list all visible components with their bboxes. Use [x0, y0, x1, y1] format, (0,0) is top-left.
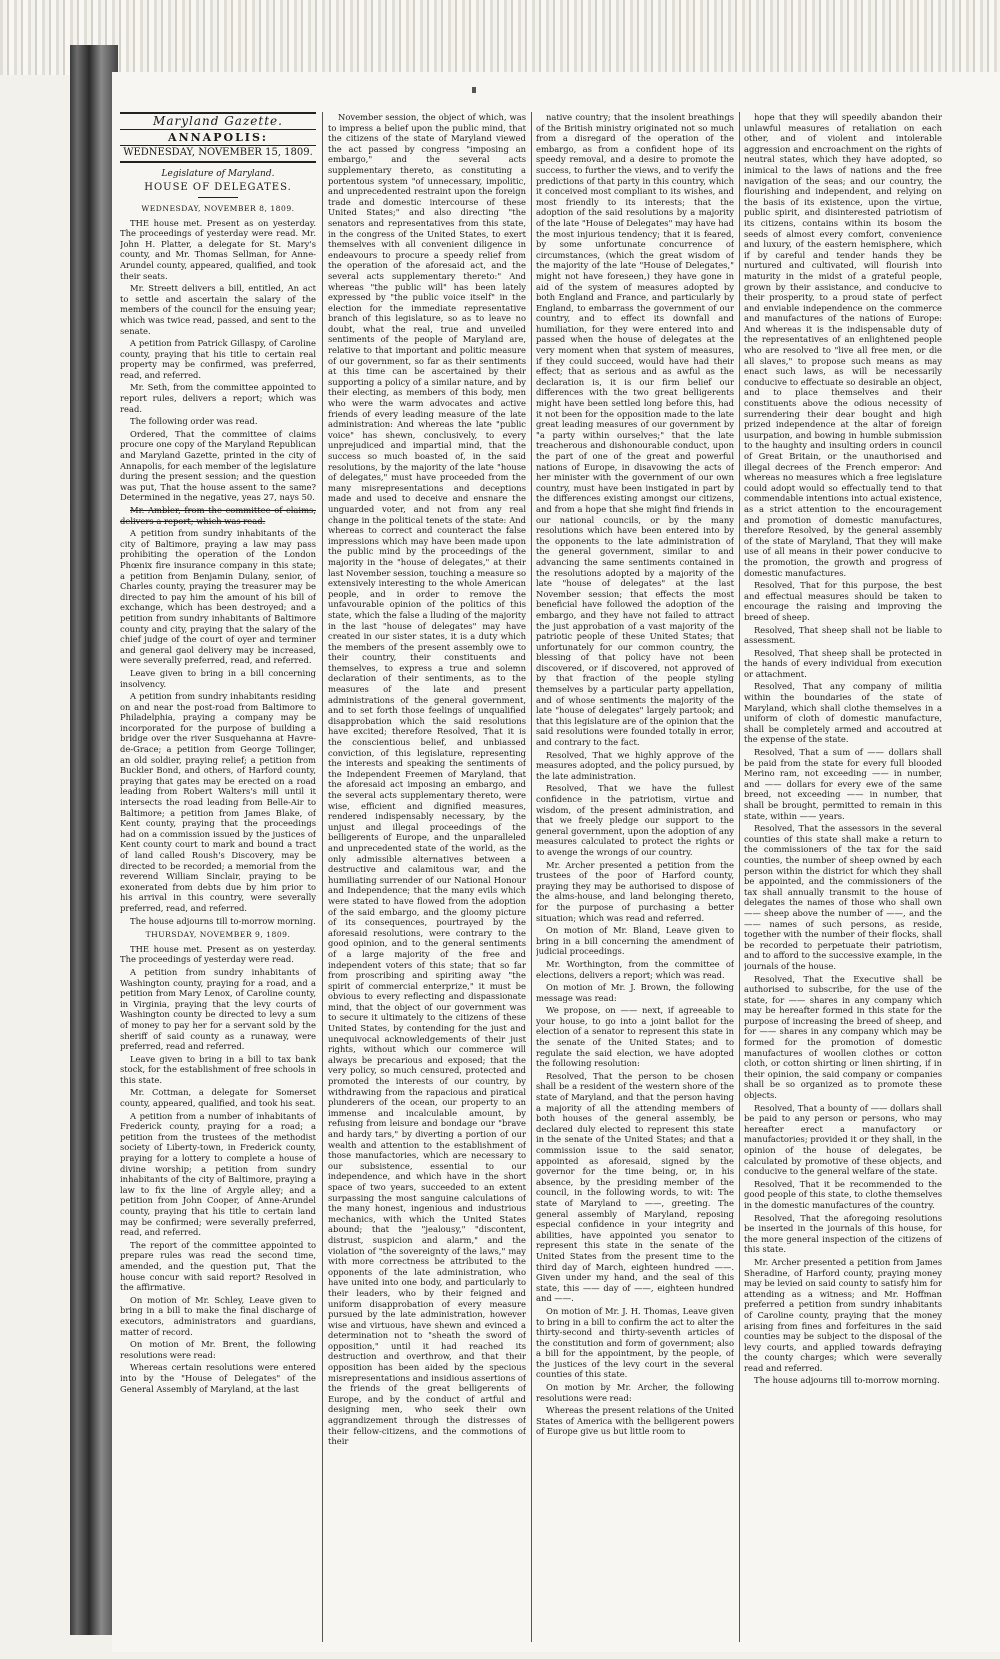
- column-4: [744, 112, 942, 1642]
- paragraph: Mr. Cottman, a delegate for Somerset county, appeared, qualified, and took his seat.: [120, 1087, 316, 1109]
- paragraph: Whereas the present relations of the United States of America with the belligerent powers of Europe give us but little room to: [536, 1405, 734, 1437]
- paragraph: Mr. Archer presented a petition from the trustees of the poor of Harford county, praying they may be authorised to dispose of the alms-house, and land belonging thereto, for the purpose of purchasing a better situation; which was read and referred.: [536, 859, 734, 923]
- paragraph: Ordered, That the committee of claims procure one copy of the Maryland Republican and Maryland Gazette, printed in the city of Annapolis, for each member of the legislature during the present session; and the question was put, That the house assent to the same? Determined in the negative, yeas 27, nays 50.: [120, 428, 316, 503]
- masthead-city: ANNAPOLIS:: [168, 130, 268, 144]
- paragraph: native country; that the insolent breathings of the British ministry originated not so much from a disregard of the operation of the embargo, as from a confident hope of its speedy removal, and a desire to promote the success, to further the views, and to verify the predictions of that party in this country, which it conceived most compliant to its wishes, and most friendly to its interests; that the adoption of the said resolutions by a majority of the late "House of Delegates" may have had the most injurious tendency; that it is feared, by some unfortunate concurrence of circumstances, (which the great wisdom of the majority of the late "House of Delegates," might not have foreseen,) they have gone in aid of the system of measures adopted by both England and France, and particularly by England, to embarrass the government of our country, and to effect its downfall and humiliation, for they were entered into and passed when the house of delegates at the very moment when that system of measures, if they could succeed, would have had their effect; that as serious and as awful as the declaration is, it is our firm belief our differences with the two great belligerents might have been settled long before this, had it not been for the opposition made to the late great leading measures of our government by "a party within ourselves;" that the late treacherous and dishonourable conduct, upon the part of one of the great and powerful nations of Europe, in disavowing the acts of her minister with the government of our own country, must have been instigated in part by the differences existing amongst our citizens, and from a hope that she might find friends in our national councils, or by the many resolutions which have been entered into by the opponents to the late administration of the general government, similar to and advancing the same sentiments contained in the resolutions adopted by a majority of the late "house of delegates" at the last November session; that effects the most beneficial have followed the adoption of the embargo, and they have not failed to attract the just approbation of a vast majority of the patriotic people of these United States; that unfortunately for our common country, the blessing of that policy have not been discovered, or if discovered, not approved of by that fraction of the people styling themselves by a particular party appellation, and of whose sentiments the majority of the late "house of delegates" largely partook; and that this legislature are of the opinion that the said resolutions were founded totally in error, and contrary to the fact.: [536, 112, 734, 748]
- paragraph: Resolved, That for this purpose, the best and effectual measures should be taken to encourage the raising and improving the breed of sheep.: [744, 580, 942, 622]
- paragraph: Mr. Streett delivers a bill, entitled, An act to settle and ascertain the salary of the members of the council for the ensuing year; which was twice read, passed, and sent to the senate.: [120, 283, 316, 336]
- paragraph: We propose, on —— next, if agreeable to your house, to go into a joint ballot for the election of a senator to represent this state in the senate of the United States; and to regulate the said election, we have adopted the following resolution:: [536, 1005, 734, 1069]
- column-rule: [739, 112, 740, 1642]
- paragraph: On motion by Mr. Archer, the following resolutions were read:: [536, 1382, 734, 1403]
- paragraph: Resolved, That the aforegoing resolutions be inserted in the journals of this house, for the more general inspection of the citizens of this state.: [744, 1212, 942, 1255]
- paragraph: Resolved, That sheep shall not be liable to assessment.: [744, 624, 942, 646]
- column-3: [536, 112, 734, 1642]
- paragraph: THE house met. Present as on yesterday. The proceedings of yesterday were read.: [120, 943, 316, 965]
- column-2: [328, 112, 526, 1642]
- paragraph: Whereas certain resolutions were entered into by the "House of Delegates" of the General Assembly of Maryland, at the last: [120, 1362, 316, 1394]
- paragraph: The house adjourns till to-morrow morning.: [130, 915, 316, 926]
- paragraph: The report of the committee appointed to prepare rules was read the second time, amended, and the question put, That the house concur with said report? Resolved in the affirmative.: [120, 1239, 316, 1293]
- paragraph-group: [536, 112, 734, 1437]
- paragraph: On motion of Mr. Bland, Leave given to bring in a bill concerning the amendment of judicial proceedings.: [536, 925, 734, 957]
- paragraph-group: [328, 112, 526, 1447]
- paragraph: Resolved, That a sum of —— dollars shall be paid from the state for every full blooded Merino ram, not exceeding —— in number, and —— dollars for every ewe of the same breed, not exceeding —— in number, that shall be brought, permitted to remain in this state, within —— years.: [744, 747, 942, 821]
- binding-spine: [70, 45, 118, 1635]
- paragraph: Resolved, That sheep shall be protected in the hands of every individual from execution or attachment.: [744, 647, 942, 679]
- column-rule: [322, 112, 323, 1642]
- masthead-date: WEDNESDAY, NOVEMBER 15, 1809.: [120, 145, 316, 163]
- day-heading: WEDNESDAY, NOVEMBER 8, 1809.: [141, 203, 295, 213]
- paragraph: A petition from sundry inhabitants of Washington county, praying for a road, and a petition from Mary Lenox, of Caroline county, in Virginia, praying that the levy courts of Washington county be directed to levy a sum of money to pay her for a servant sold by the sheriff of said county as a runaway, were preferred, read and referred.: [120, 966, 316, 1052]
- paragraph: Resolved, That we highly approve of the measures adopted, and the policy pursued, by the late administration.: [536, 749, 734, 781]
- paragraph-group: [744, 112, 942, 1386]
- paragraph: THE house met. Present as on yesterday. The proceedings of yesterday were read. Mr. John H. Platter, a delegate for St. Mary's county, and Mr. Thomas Sellman, for Anne-Arundel county, appeared, qualified, and took their seats.: [120, 217, 316, 281]
- paragraph: Mr. Seth, from the committee appointed to report rules, delivers a report; which was read.: [120, 382, 316, 414]
- paragraph: Resolved, That a bounty of —— dollars shall be paid to any person or persons, who may hereafter erect a manufactory or manufactories; provided it or they shall, in the opinion of the house of delegates, be calculated by promotive of these objects, and conducive to the general welfare of the state.: [744, 1102, 942, 1177]
- paragraph: November session, the object of which, was to impress a belief upon the public mind, that the citizens of the state of Maryland viewed the act passed by congress "imposing an embargo," and the several acts supplementary thereto, as constituting a portentous system "of unnecessary, impolitic, and unprecedented restraint upon the foreign trade and domestic intercourse of these United States;" and also directing "the senators and representatives from this state, in the congress of the United States, to exert themselves with all convenient diligence in endeavours to procure a speedy relief from the operation of the aforesaid act, and the several acts supplementary thereto:" And whereas "the public will" has been lately expressed by "the public voice itself" in the election for the immediate representative branch of this legislature, so as to leave no doubt, what the real, true and unveiled sentiments of the people of Maryland are, relative to that important and politic measure of our government, so far as their sentiments at this time can be ascertained by their supporting a policy of a similar nature, and by their electing, as members of this body, men who were the warm advocates and active friends of every leading measure of the late administration: And whereas the late "public voice" has shewn, conclusively, to every unprejudiced and impartial mind, that the success so much boasted of, in the said resolutions, by the majority of the late "house of delegates," must have proceeded from the many misrepresentations and deceptions made and used to deceive and ensnare the unguarded voter, and not from any real change in the political tenets of the state: And whereas to correct and counteract the false impressions which may have been made upon the public mind by the proceedings of the majority in the "house of delegates," at their last November session, touching a measure so extensively interesting to the whole American people, and in order to remove the unfavourable opinion of the politics of this state, which the false a lluding of the majority in the last "house of delegates" may have created in our sister states, it is a duty which the members of the present assembly owe to their country, their constituents and themselves, to express a true and solemn declaration of their sentiments, as to the measures of the late and present administrations of the general government, and to set forth those feelings of unqualified disapprobation which the said resolutions have excited; therefore Resolved, That it is the conscientious belief, and unbiassed conviction, of this legislature, representing the interests and speaking the sentiments of the Independent Freemen of Maryland, that the aforesaid act imposing an embargo, and the several acts supplementary thereto, were wise, efficient and dignified measures, rendered indispensably necessary, by the unjust and illegal proceedings of the belligerents of Europe, and the unparalleled and unprecedented state of the world, as the only admissible alternatives between a destructive and calamitous war, and the humiliating surrender of our National Honour and Independence; that the many evils which were stated to have flowed from the adoption of the said embargo, and the gloomy picture of its consequences, pourtrayed by the aforesaid resolutions, were contrary to the good opinion, and to the general sentiments of a large majority of the free and independent voters of this state; that so far from proscribing and spiriting away "the spirit of commercial enterprize," it must be obvious to every reflecting and dispassionate mind, that the object of our government was to secure it ultimately to the citizens of these United States, by contending for the just and unequivocal acknowledgements of their just rights, without which our commerce will always be precarious and exposed; that the very policy, so much censured, protected and promoted the interests of our country, by withdrawing from the rapacious and piratical plunderers of the ocean, our property to an immense and incalculable amount, by refusing from leisure and bondage our "brave and hardy tars," by diverting a portion of our wealth and attention to the establishment of those manufactories, which are necessary to our subsistence, essential to our independence, and which have in the short space of two years, succeeded to an extent surpassing the most sanguine calculations of the many honest, ingenious and industrious mechanics, with which the United States abound; that the "jealousy," "discontent, distrust, suspicion and alarm," and the violation of "the sovereignty of the laws," may with more correctness be attributed to the opponents of the late administration, who have united into one body, and particularly to their leaders, who by their feigned and uniform disapprobation of every measure pursued by the late administration, however wise and virtuous, have shewn and evinced a determination not to "sheath the sword of opposition," until it had reached its destruction and overthrow, and that their opposition has been aided by the specious misrepresentations and insidious assertions of the friends of the great belligerents of Europe, and by the conduct of artful and designing men, who seek their own aggrandizement through the distresses of their fellow-citizens, and the commotions of their: [328, 112, 526, 1447]
- paragraph: A petition from a number of inhabitants of Frederick county, praying for a road; a petition from the trustees of the methodist society of Liberty-town, in Frederick county, praying for a lottery to complete a house of divine worship; a petition from sundry inhabitants of the city of Baltimore, praying a law to fix the line of Argyle alley; and a petition from John Cooper, of Anne-Arundel county, praying that his title to certain land may be confirmed; were severally preferred, read, and referred.: [120, 1110, 316, 1238]
- paragraph: Mr. Archer presented a petition from James Sheradine, of Harford county, praying money may be levied on said county to satisfy him for attending as a witness; and Mr. Hoffman preferred a petition from sundry inhabitants of Caroline county, praying that the money arising from fines and forfeitures in the said counties may be subject to the disposal of the levy courts, and applied towards defraying the county charges; which were severally read and referred.: [744, 1256, 942, 1373]
- paragraph-group: [120, 528, 316, 926]
- paragraph: Resolved, That the Executive shall be authorised to subscribe, for the use of the state, for —— shares in any company which may be hereafter formed in this state for the purpose of increasing the breed of sheep, and for —— shares in any company which may be formed for the promotion of domestic manufactures of woollen clothes or cotton cloth, or cotton shirting or linen shirting, if in their opinion, the said company or companies shall be so organized as to promote these objects.: [744, 973, 942, 1101]
- paragraph: On motion of Mr. Brent, the following resolutions were read:: [120, 1339, 316, 1360]
- house-title: HOUSE OF DELEGATES.: [120, 183, 316, 198]
- paragraph: Resolved, That the person to be chosen shall be a resident of the western shore of the state of Maryland, and that the person having a majority of all the attending members of both houses of the general assembly, be declared duly elected to represent this state in the senate of the United States; and that a commission issue to the said senator, appointed as aforesaid, signed by the governor for the time being, or, in his absence, by the presiding member of the council, in the following words, to wit: The state of Maryland to ——, greeting. The general assembly of Maryland, reposing especial confidence in your integrity and abilities, have appointed you senator to represent this state in the senate of the United States from the present time to the third day of March, eighteen hundred ——. Given under my hand, and the seal of this state, this —— day of ——, eighteen hundred and ——.: [536, 1070, 734, 1304]
- paragraph: Resolved, That it be recommended to the good people of this state, to clothe themselves in the domestic manufactures of the country.: [744, 1178, 942, 1210]
- paragraph: A petition from sundry inhabitants of the city of Baltimore, praying a law may pass prohibiting the operation of the London Phœnix fire insurance company in this state; a petition from Benjamin Dulany, senior, of Charles county, praying the treasurer may be directed to pay him the amount of his bill of exchange, which has been destroyed; and a petition from sundry inhabitants of Baltimore county and city, praying that the salary of the chief judge of the court of oyer and terminer and general gaol delivery may be increased, were severally preferred, read, and referred.: [120, 528, 316, 666]
- day-heading: THURSDAY, NOVEMBER 9, 1809.: [145, 930, 291, 940]
- paragraph: On motion of Mr. J. H. Thomas, Leave given to bring in a bill to confirm the act to alter the thirty-second and thirty-seventh articles of the constitution and form of government; also a bill for the appointment, by the people, of the justices of the levy court in the several counties of this state.: [536, 1305, 734, 1380]
- paragraph: On motion of Mr. J. Brown, the following message was read:: [536, 982, 734, 1003]
- masthead-title: Maryland Gazette.: [120, 112, 316, 130]
- paragraph-group: [120, 944, 316, 1394]
- paragraph: hope that they will speedily abandon their unlawful measures of retaliation on each other, and of violent and intolerable aggression and encroachment on the rights of neutral states, which they have adopted, so inimical to the laws of nations and the free navigation of the seas; and our country, the flourishing and independent, and relying on the basis of its existence, upon the virtue, public spirit, and disinterested patriotism of its citizens, contains within its bosom the seeds of almost every comfort, convenience and luxury, of the eastern hemisphere, which if by careful and tender hands they be nurtured and cultivated, will flourish into maturity in the midst of a grateful people, grown by their assistance, and conducive to their prosperity, to a proud state of perfect and enviable independence on the commerce and manufactures of the nations of Europe: And whereas it is the indispensable duty of the representatives of an enlightened people who are resolved to "live all free men, or die all slaves," to propose such means as may enact such laws, as will be necessarily conducive to effectuate so desirable an object, and to place themselves and their constituents above the odious necessity of surrendering their dear bought and high prized independence at the altar of foreign usurpation, and bowing in humble submission to the haughty and insulting orders in council of Great Britain, or the unauthorised and illegal decrees of the French emperor: And whereas no measures which a free legislature could adopt would so effectually tend to that commendable intentions into actual existence, as a strict attention to the encouragement and promotion of domestic manufactures, therefore Resolved, by the general assembly of the state of Maryland, That they will make use of all means in their power conducive to the promotion, the growth and progress of domestic manufactures.: [744, 112, 942, 578]
- paragraph: The house adjourns till to-morrow morning.: [754, 1375, 940, 1386]
- paragraph: Mr. Worthington, from the committee of elections, delivers a report; which was read.: [536, 958, 734, 980]
- paragraph: A petition from sundry inhabitants residing on and near the post-road from Baltimore to Philadelphia, praying a company may be incorporated for the purpose of building a bridge over the river Susquehanna at Havre-de-Grace; a petition from George Tollinger, an old soldier, praying relief; a petition from Buckler Bond, and others, of Harford county, praying that gates may be erected on a road leading from Robert Walters's mill until it intersects the road leading from Belle-Air to Baltimore; a petition from James Blake, of Kent county, praying that the proceedings had on a commission issued by the justices of Kent county court to mark and bound a tract of land called Roush's Discovery, may be directed to be recorded; a memorial from the reverend William Sinclair, praying to be exonerated from debts due by him prior to his arrival in this country, were severally preferred, read, and referred.: [120, 691, 316, 913]
- struck-paragraph: Mr. Ambler, from the committee of claims, delivers a report; which was read.: [120, 505, 316, 526]
- pin-mark: [472, 87, 476, 93]
- paragraph: Resolved, That the assessors in the several counties of this state shall make a return to the commissioners of the tax for the said counties, the number of sheep owned by each person within the district for which they shall be appointed, and the commissioners of the tax shall annually transmit to the house of delegates the names of those who shall own —— sheep above the number of ——, and the —— names of such persons, as reside, together with the number of their flocks, shall be recorded to perpetuate their patriotism, and to afford to the successive example, in the journals of the house.: [744, 823, 942, 971]
- section-title: Legislature of Maryland.: [161, 168, 275, 179]
- paragraph: The following order was read.: [130, 416, 258, 427]
- column-1: [120, 112, 316, 1642]
- paragraph: Resolved, That any company of militia within the boundaries of the state of Maryland, which shall clothe themselves in a uniform of cloth of domestic manufacture, shall be completely armed and accoutred at the expense of the state.: [744, 681, 942, 745]
- paragraph: Leave given to bring in a bill to tax bank stock, for the establishment of free schools in this state.: [120, 1053, 316, 1085]
- paragraph: On motion of Mr. Schley, Leave given to bring in a bill to make the final discharge of executors, administrators and guardians, matter of record.: [120, 1294, 316, 1337]
- paragraph: Resolved, That we have the fullest confidence in the patriotism, virtue and wisdom, of the present administration, and that we freely pledge our support to the general government, upon the adoption of any measures calculated to protect the rights or to avenge the wrongs of our country.: [536, 783, 734, 857]
- scan-edge: [0, 0, 1000, 75]
- paragraph: Leave given to bring in a bill concerning insolvency.: [120, 667, 316, 689]
- column-rule: [531, 112, 532, 1642]
- paragraph: A petition from Patrick Gillaspy, of Caroline county, praying that his title to certain real property may be confirmed, was preferred, read, and referred.: [120, 338, 316, 380]
- paragraph-group: [120, 218, 316, 503]
- newspaper-page: [112, 72, 1000, 1652]
